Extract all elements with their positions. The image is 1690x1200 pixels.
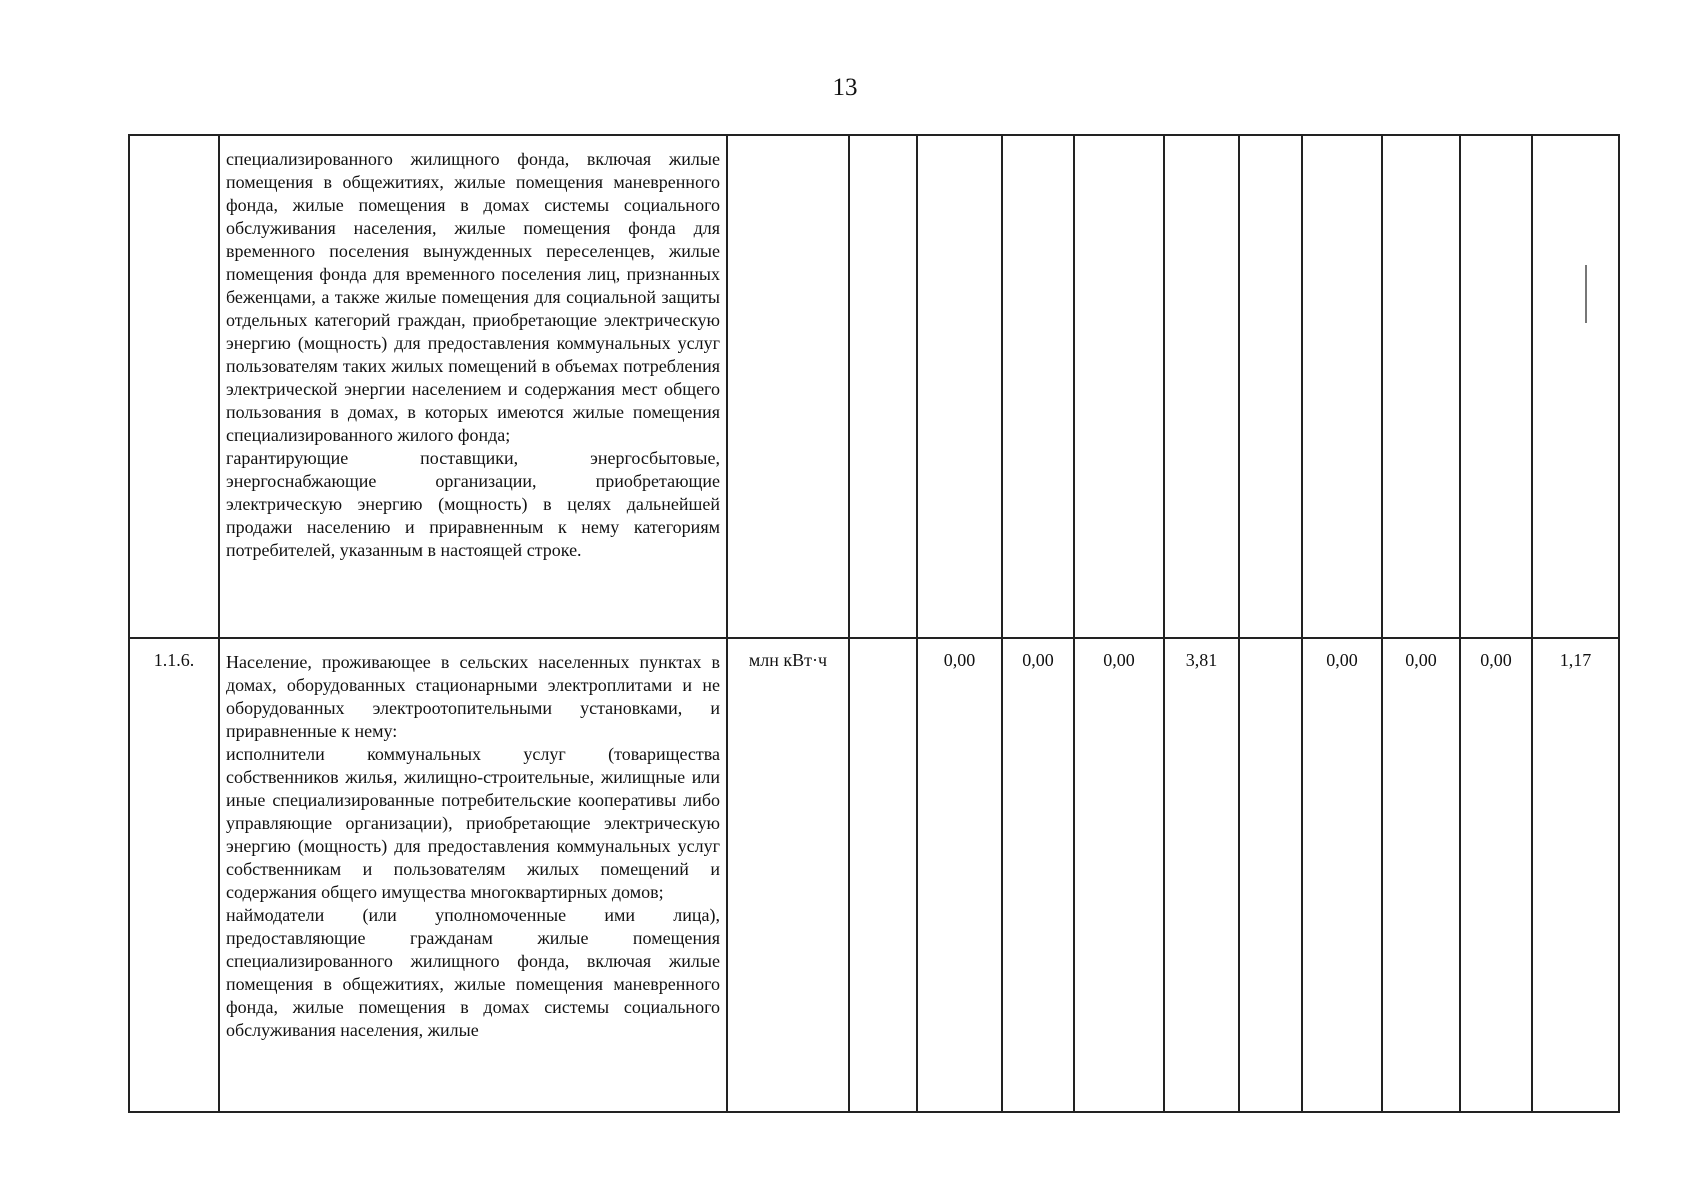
- row-description: [219, 135, 727, 638]
- value-cell: 0,00: [1382, 638, 1460, 1112]
- value-cell: [1239, 135, 1302, 638]
- value-cell: [1074, 135, 1164, 638]
- value-cell: 3,81: [1164, 638, 1239, 1112]
- tariff-table: [128, 134, 1620, 1113]
- table-row: [129, 135, 1619, 638]
- value-cell: [1382, 135, 1460, 638]
- value-cell: 0,00: [1460, 638, 1532, 1112]
- row-number: 1.1.6.: [129, 638, 219, 1112]
- value-cell: [849, 638, 917, 1112]
- description-paragraph: Население, проживающее в сельских населенных пунктах в домах, оборудованных стационарными электроплитами и не оборудованных электроотопительными установками, и приравненные к нему:: [226, 652, 720, 741]
- page-number: 13: [832, 74, 858, 101]
- scan-artifact: [1585, 265, 1587, 323]
- description-paragraph: специализированного жилищного фонда, включая жилые помещения в общежитиях, жилые помещения маневренного фонда, жилые помещения в домах системы социального обслуживания населения, жилые помещения фонда для временного поселения вынужденных переселенцев, жилые помещения фонда для временного поселения лиц, признанных беженцами, а также жилые помещения для социальной защиты отдельных категорий граждан, приобретающие электрическую энергию (мощность) для предоставления коммунальных услуг пользователям таких жилых помещений в объемах потребления электрической энергии населением и содержания мест общего пользования в домах, в которых имеются жилые помещения специализированного жилого фонда;: [226, 149, 720, 445]
- unit-cell: [727, 135, 849, 638]
- value-cell: 0,00: [1002, 638, 1074, 1112]
- unit-cell: млн кВт·ч: [727, 638, 849, 1112]
- value-cell: 0,00: [917, 638, 1002, 1112]
- row-description: [219, 638, 727, 1112]
- description-paragraph: исполнители коммунальных услуг (товарищества собственников жилья, жилищно-строительные, жилищные или иные специализированные потребительские кооперативы либо управляющие организации), приобретающие электрическую энергию (мощность) для предоставления коммунальных услуг собственникам и пользователям жилых помещений и содержания общего имущества многоквартирных домов;: [226, 744, 720, 902]
- value-cell: [849, 135, 917, 638]
- value-cell: [1164, 135, 1239, 638]
- value-cell: 0,00: [1302, 638, 1382, 1112]
- value-cell: [1239, 638, 1302, 1112]
- description-paragraph: гарантирующие поставщики, энергосбытовые, энергоснабжающие организации, приобретающие электрическую энергию (мощность) в целях дальнейшей продажи населению и приравненным к нему категориям потребителей, указанным в настоящей строке.: [226, 448, 720, 560]
- value-cell: 1,17: [1532, 638, 1619, 1112]
- table-row: [129, 638, 1619, 1112]
- value-cell: 0,00: [1074, 638, 1164, 1112]
- value-cell: [1302, 135, 1382, 638]
- value-cell: [1460, 135, 1532, 638]
- row-number: [129, 135, 219, 638]
- value-cell: [917, 135, 1002, 638]
- description-paragraph: наймодатели (или уполномоченные ими лица), предоставляющие гражданам жилые помещения специализированного жилищного фонда, включая жилые помещения в общежитиях, жилые помещения маневренного фонда, жилые помещения в домах системы социального обслуживания населения, жилые: [226, 905, 720, 1040]
- value-cell: [1532, 135, 1619, 638]
- value-cell: [1002, 135, 1074, 638]
